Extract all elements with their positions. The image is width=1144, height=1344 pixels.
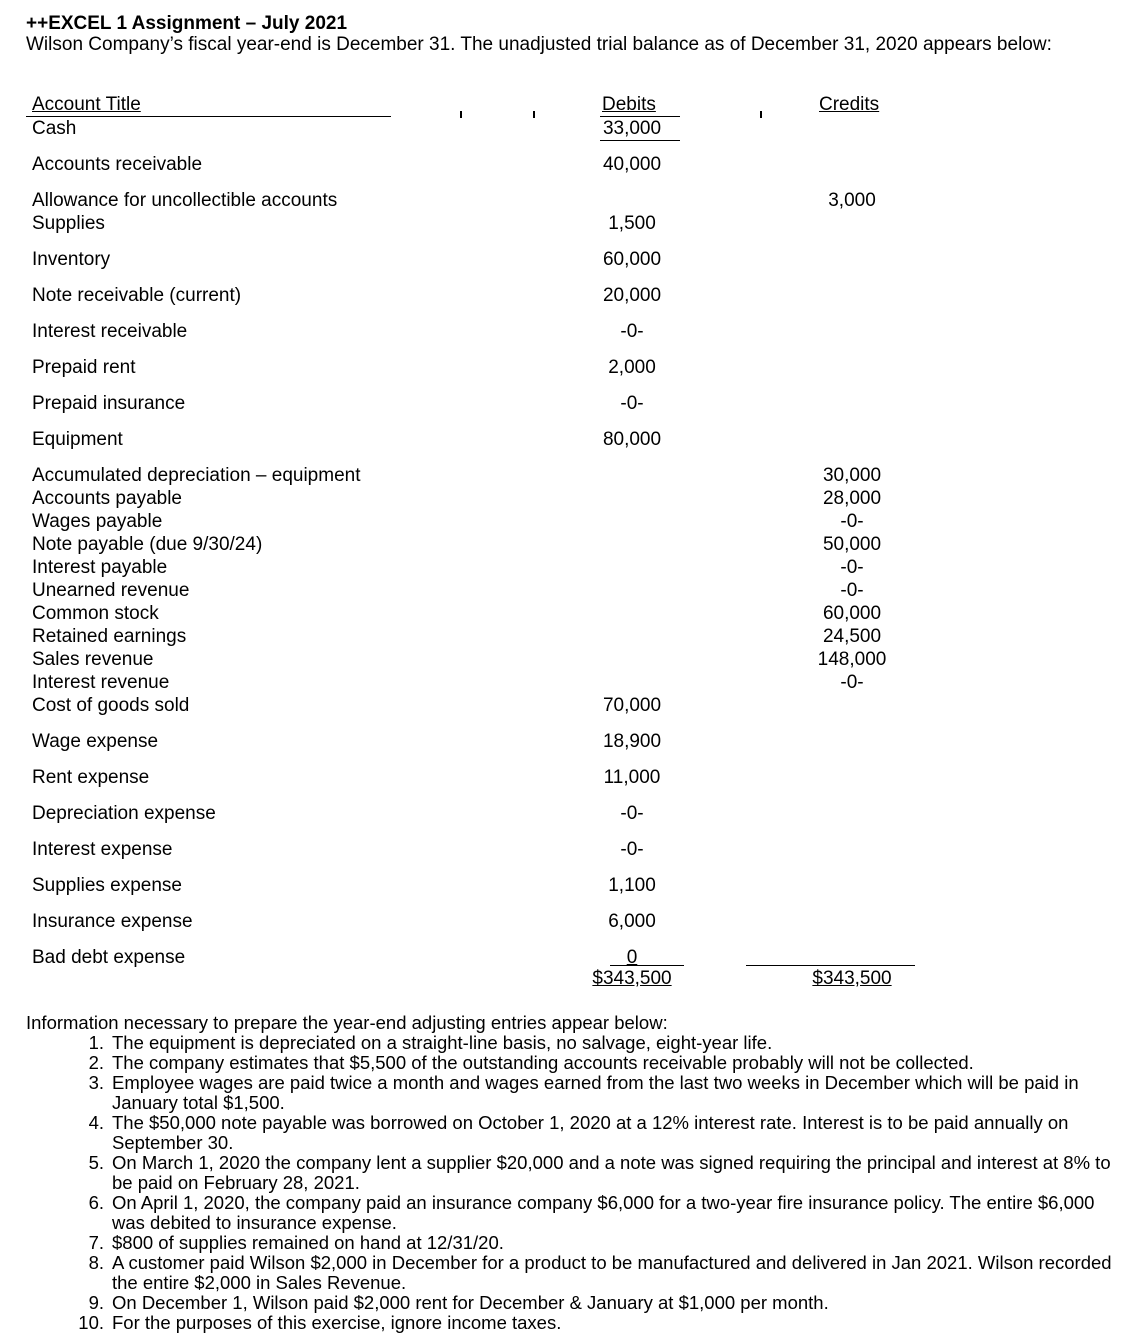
account-name: Unearned revenue: [32, 580, 190, 601]
debit-amount: 80,000: [602, 429, 662, 450]
debit-amount: 20,000: [602, 285, 662, 306]
list-item: 2. The company estimates that $5,500 of the outstanding accounts receivable probably will not be collected.: [88, 1052, 974, 1073]
credit-amount: -0-: [840, 580, 864, 601]
credit-amount: 3,000: [828, 190, 876, 211]
header-tick: [760, 111, 762, 118]
header-tick: [533, 111, 535, 118]
account-name: Insurance expense: [32, 911, 193, 932]
credit-amount: 148,000: [817, 649, 887, 670]
account-name: Depreciation expense: [32, 803, 216, 824]
account-name: Supplies: [32, 213, 105, 234]
account-name: Cost of goods sold: [32, 695, 190, 716]
debit-amount: 1,500: [608, 213, 656, 234]
list-item: 5. On March 1, 2020 the company lent a supplier $20,000 and a note was signed requiring the principal and interest at 8% to be paid on February 28, 2021.: [88, 1152, 1111, 1193]
info-heading: Information necessary to prepare the year-end adjusting entries appear below:: [26, 1012, 668, 1033]
debit-amount: 33,000: [602, 118, 662, 139]
debits-header: Debits: [602, 94, 656, 115]
account-name: Bad debt expense: [32, 947, 186, 968]
list-item: 1. The equipment is depreciated on a straight-line basis, no salvage, eight-year life.: [88, 1032, 773, 1053]
cash-debit-rule: [600, 140, 680, 141]
account-name: Equipment: [32, 429, 123, 450]
credit-total: $343,500: [812, 968, 892, 989]
account-name: Interest revenue: [32, 672, 170, 693]
account-name: Inventory: [32, 249, 111, 270]
list-item: 8. A customer paid Wilson $2,000 in December for a product to be manufactured and delivered in Jan 2021. Wilson recorded the entire $2,000 in Sales Revenue.: [88, 1252, 1112, 1293]
credit-amount: -0-: [840, 511, 864, 532]
debit-total-rule: [610, 965, 684, 966]
credits-header: Credits: [819, 94, 880, 115]
account-name: Accumulated depreciation – equipment: [32, 465, 361, 486]
list-item: 4. The $50,000 note payable was borrowed on October 1, 2020 at a 12% interest rate. Interest is to be paid annually on September 30.: [88, 1112, 1069, 1153]
intro-paragraph: Wilson Company’s fiscal year-end is December 31. The unadjusted trial balance as of December 31, 2020 appears below:: [26, 34, 1052, 55]
list-item: 9. On December 1, Wilson paid $2,000 rent for December & January at $1,000 per month.: [88, 1292, 829, 1313]
adjustment-notes-list: [78, 1032, 1112, 1333]
account-header-rule: [26, 116, 391, 117]
debit-amount: 1,100: [608, 875, 656, 896]
credit-amount: -0-: [840, 557, 864, 578]
debit-amount: 40,000: [602, 154, 662, 175]
header-tick: [460, 111, 462, 118]
account-name: Wage expense: [32, 731, 159, 752]
list-item: 10. For the purposes of this exercise, ignore income taxes.: [78, 1312, 562, 1333]
account-name: Retained earnings: [32, 626, 187, 647]
credit-amount: 28,000: [822, 488, 882, 509]
debit-amount: 2,000: [608, 357, 656, 378]
credit-amount: -0-: [840, 672, 864, 693]
debit-amount: 11,000: [603, 767, 661, 788]
account-name: Sales revenue: [32, 649, 154, 670]
debit-amount: 18,900: [602, 731, 662, 752]
credit-amount: 30,000: [822, 465, 882, 486]
list-item: 6. On April 1, 2020, the company paid an insurance company $6,000 for a two-year fire insurance policy. The entire $6,000 was debited to insurance expense.: [88, 1192, 1095, 1233]
list-item: 3. Employee wages are paid twice a month and wages earned from the last two weeks in December which will be paid in January total $1,500.: [88, 1072, 1079, 1113]
account-name: Rent expense: [32, 767, 150, 788]
account-name: Accounts receivable: [32, 154, 203, 175]
account-name: Wages payable: [32, 511, 163, 532]
account-name: Interest payable: [32, 557, 168, 578]
debit-amount: 60,000: [602, 249, 662, 270]
debit-amount: 70,000: [602, 695, 662, 716]
credit-amount: 24,500: [822, 626, 882, 647]
credit-total-rule: [746, 965, 915, 966]
account-name: Note payable (due 9/30/24): [32, 534, 263, 555]
account-name: Common stock: [32, 603, 159, 624]
account-name: Prepaid rent: [32, 357, 136, 378]
page-title: ++EXCEL 1 Assignment – July 2021: [26, 13, 348, 34]
debit-amount: 0: [626, 947, 638, 968]
debit-amount: -0-: [620, 803, 644, 824]
debit-amount: 6,000: [608, 911, 656, 932]
account-name: Note receivable (current): [32, 285, 242, 306]
list-item: 7. $800 of supplies remained on hand at 12/31/20.: [88, 1232, 504, 1253]
credit-amount: 50,000: [822, 534, 882, 555]
account-name: Supplies expense: [32, 875, 182, 896]
debit-total: $343,500: [592, 968, 672, 989]
debit-amount: -0-: [620, 321, 644, 342]
account-name: Prepaid insurance: [32, 393, 186, 414]
account-name: Cash: [32, 118, 77, 139]
credit-amount: 60,000: [822, 603, 882, 624]
account-name: Accounts payable: [32, 488, 182, 509]
account-name: Interest receivable: [32, 321, 188, 342]
account-name: Interest expense: [32, 839, 173, 860]
debit-amount: -0-: [620, 393, 644, 414]
account-title-header: Account Title: [32, 94, 141, 115]
debit-amount: -0-: [620, 839, 644, 860]
account-name: Allowance for uncollectible accounts: [32, 190, 338, 211]
